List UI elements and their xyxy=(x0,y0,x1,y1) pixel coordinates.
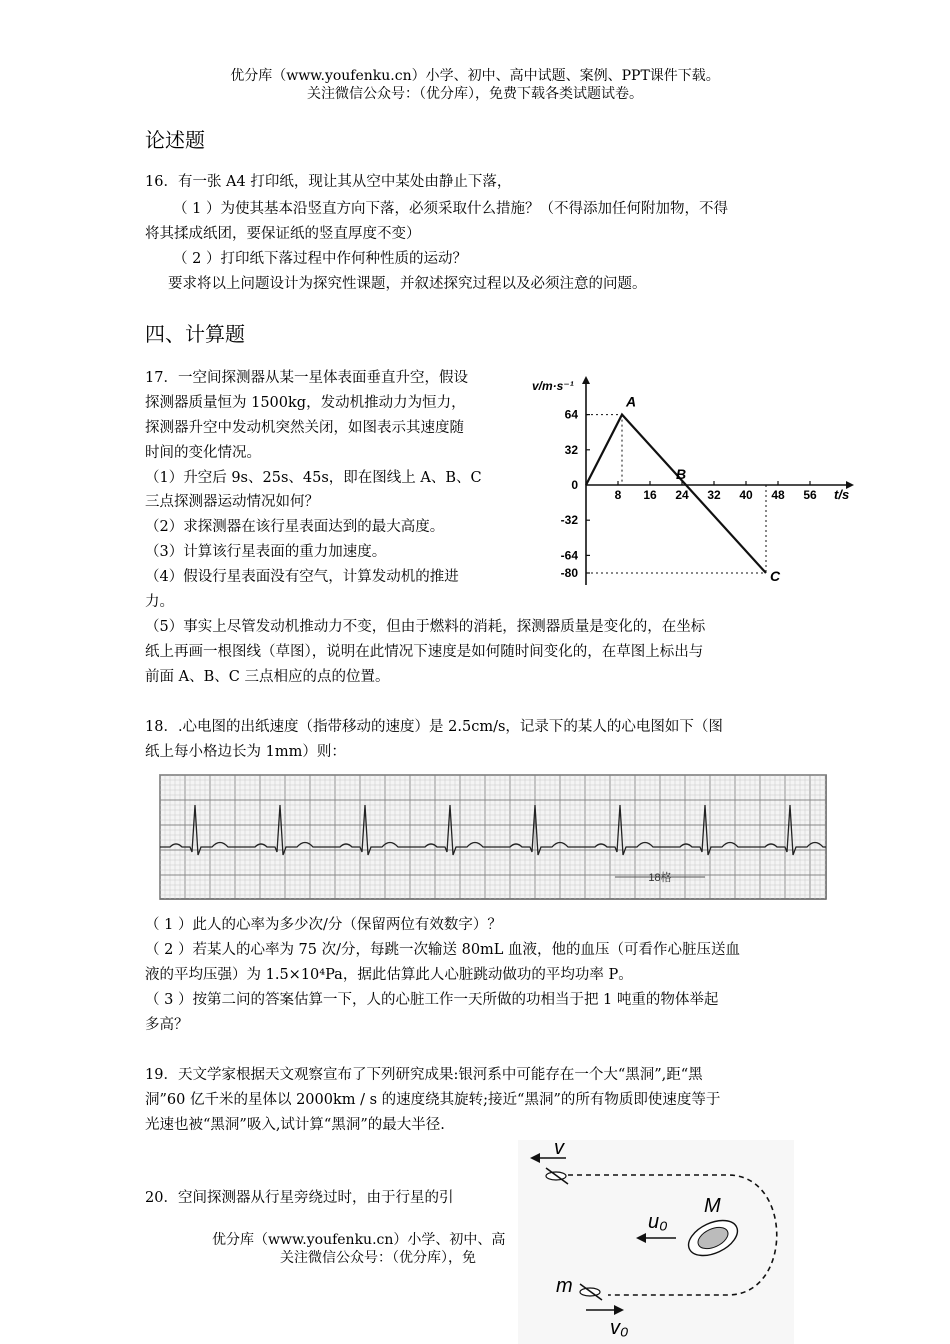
x-tick-label: 40 xyxy=(739,488,753,502)
q19-line1: 19．天文学家根据天文观察宣布了下列研究成果:银河系中可能存在一个大“黑洞”,距“黑 xyxy=(145,1067,703,1083)
q17-line8: （3）计算该行星表面的重力加速度。 xyxy=(145,544,387,560)
y-tick-label: 32 xyxy=(564,442,578,457)
footer-line-1: 优分库（www.youfenku.cn）小学、初中、高 xyxy=(212,1232,506,1248)
ecg-strip xyxy=(160,775,826,899)
flyby-figure xyxy=(518,1137,794,1344)
q17-line1: 17．一空间探测器从某一星体表面垂直升空，假设 xyxy=(145,370,468,386)
x-tick-label: 48 xyxy=(771,488,785,502)
y-tick-label: -64 xyxy=(560,548,578,563)
q18-line1: 18．.心电图的出纸速度（指带移动的速度）是 2.5cm/s，记录下的某人的心电图如下（图 xyxy=(145,719,723,735)
footer-line-2: 关注微信公众号：（优分库），免 xyxy=(280,1250,476,1266)
x-tick-label: 24 xyxy=(675,488,689,502)
section-title-calc: 四、计算题 xyxy=(145,322,245,346)
q17-line2: 探测器质量恒为 1500kg，发动机推动力为恒力， xyxy=(145,395,466,411)
q17-line4: 时间的变化情况。 xyxy=(145,445,261,461)
v0-label: v₀ xyxy=(610,1317,629,1339)
u0-label: u₀ xyxy=(648,1211,668,1233)
section-title-essay: 论述题 xyxy=(145,128,205,152)
x-axis-label: t/s xyxy=(834,487,850,502)
y-axis-arrowhead xyxy=(582,376,590,384)
q17-line5: （1）升空后 9s、25s、45s，即在图线上 A、B、C xyxy=(145,470,482,486)
x-tick-label: 56 xyxy=(803,488,817,502)
q16-part1-line1: （ 1 ）为使其基本沿竖直方向下落，必须采取什么措施？（不得添加任何附加物，不得 xyxy=(173,201,728,217)
point-label-C: C xyxy=(770,568,781,584)
y-axis-label: v/m·s⁻¹ xyxy=(532,379,574,393)
y-tick-label: 64 xyxy=(564,407,578,422)
q18-part1: （ 1 ）此人的心率为多少次/分（保留两位有效数字）？ xyxy=(145,917,502,933)
ecg-measure-label: 18格 xyxy=(648,872,672,884)
q17-line13: 前面 A、B、C 三点相应的点的位置。 xyxy=(145,669,390,685)
q18-part2-line2: 液的平均压强）为 1.5×10⁴Pa，据此估算此人心脏跳动做功的平均功率 P。 xyxy=(145,967,633,983)
point-label-B: B xyxy=(676,466,687,482)
q18-part2-line1: （ 2 ）若某人的心率为 75 次/分，每跳一次输送 80mL 血液，他的血压（可看作心脏压送血 xyxy=(145,942,741,958)
flyby-background xyxy=(518,1140,794,1344)
x-tick-label: 32 xyxy=(707,488,721,502)
q17-line12: 纸上再画一根图线（草图），说明在此情况下速度是如何随时间变化的，在草图上标出与 xyxy=(145,644,704,660)
q18-line2: 纸上每小格边长为 1mm）则： xyxy=(145,744,346,760)
x-tick-label: 8 xyxy=(614,488,622,502)
y-tick-label: -80 xyxy=(560,566,578,580)
q18-part3-line2: 多高？ xyxy=(145,1017,189,1033)
M-label: M xyxy=(704,1195,721,1217)
header-line-1: 优分库（www.youfenku.cn）小学、初中、高中试题、案例、PPT课件下载。 xyxy=(230,68,720,84)
header-line-2: 关注微信公众号：（优分库），免费下载各类试题试卷。 xyxy=(307,86,643,102)
q16-requirement: 要求将以上问题设计为探究性课题，并叙述探究过程以及必须注意的问题。 xyxy=(168,276,647,292)
q17-line7: （2）求探测器在该行星表面达到的最大高度。 xyxy=(145,519,445,535)
v-label: v xyxy=(554,1137,564,1159)
y-tick-label: -32 xyxy=(560,513,578,528)
x-tick-label: 16 xyxy=(643,488,657,502)
q17-line11: （5）事实上尽管发动机推动力不变，但由于燃料的消耗，探测器质量是变化的，在坐标 xyxy=(145,619,706,635)
q16-part2: （ 2 ）打印纸下落过程中作何种性质的运动？ xyxy=(173,251,467,267)
q20-line1: 20．空间探测器从行星旁绕过时，由于行星的引 xyxy=(145,1190,454,1206)
q16-part1-line2: 将其揉成纸团，要保证纸的竖直厚度不变） xyxy=(145,226,421,242)
q17-line3: 探测器升空中发动机突然关闭，如图表示其速度随 xyxy=(145,420,464,436)
velocity-time-chart xyxy=(528,372,850,587)
q19-line2: 洞”60 亿千米的星体以 2000km / s 的速度绕其旋转;接近“黑洞”的所有物质即使速度等于 xyxy=(145,1092,721,1108)
m-label: m xyxy=(556,1275,573,1297)
point-label-A: A xyxy=(626,393,637,410)
q17-line9: （4）假设行星表面没有空气，计算发动机的推进 xyxy=(145,569,459,585)
q17-line6: 三点探测器运动情况如何？ xyxy=(145,494,319,510)
y-tick-label: 0 xyxy=(571,478,578,492)
q18-part3-line1: （ 3 ）按第二问的答案估算一下，人的心脏工作一天所做的功相当于把 1 吨重的物体举起 xyxy=(145,992,719,1008)
q19-line3: 光速也被“黑洞”吸入,试计算“黑洞”的最大半径. xyxy=(145,1117,445,1133)
q17-line10: 力。 xyxy=(145,594,174,610)
q16-stem: 16．有一张 A4 打印纸，现让其从空中某处由静止下落， xyxy=(145,174,512,190)
